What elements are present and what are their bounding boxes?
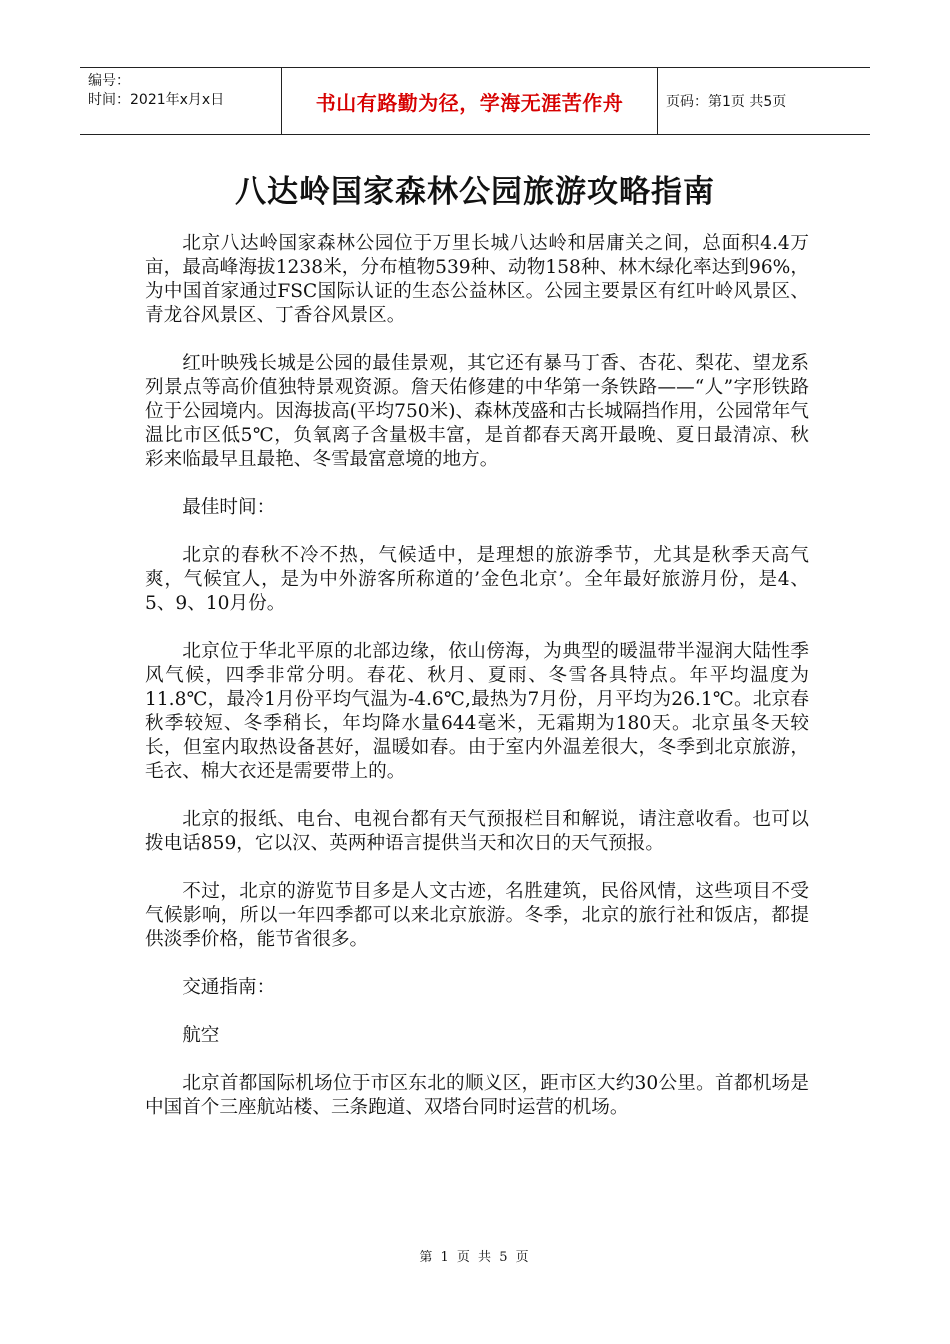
heading-aviation: 航空 [182, 1025, 220, 1046]
document-body [145, 232, 809, 1144]
page-info-text: 页码：第1页 共5页 [666, 94, 787, 110]
paragraph-intro: 北京八达岭国家森林公园位于万里长城八达岭和居庸关之间，总面积4.4万亩，最高峰海拔1238米，分布植物539种、动物158种、林木绿化率达到96%，为中国首家通过FSC国际认证的生态公益林区。公园主要景区有红叶岭风景区、青龙谷风景区、丁香谷风景区。 [145, 233, 809, 326]
paragraph-seasons: 北京的春秋不冷不热，气候适中，是理想的旅游季节，尤其是秋季天高气爽，气候宜人，是为中外游客所称道的’金色北京’。全年最好旅游月份，是4、5、9、10月份。 [145, 545, 809, 614]
paragraph-scenery: 红叶映残长城是公园的最佳景观，其它还有暴马丁香、杏花、梨花、望龙系列景点等高价值独特景观资源。詹天佑修建的中华第一条铁路——“人”字形铁路位于公园境内。因海拔高(平均750米)、森林茂盛和古长城隔挡作用，公园常年气温比市区低5℃，负氧离子含量极丰富，是首都春天离开最晚、夏日最清凉、秋彩来临最早且最艳、冬雪最富意境的地方。 [145, 353, 809, 470]
header-meta-cell [80, 68, 282, 134]
motto-text: 书山有路勤为径，学海无涯苦作舟 [315, 90, 624, 115]
page-footer: 第 1 页 共 5 页 [419, 1250, 531, 1265]
page-info-cell [658, 68, 870, 134]
number-label: 编号： [88, 73, 130, 89]
motto-cell [282, 68, 658, 134]
heading-transport: 交通指南： [182, 977, 276, 998]
paragraph-airport: 北京首都国际机场位于市区东北的顺义区，距市区大约30公里。首都机场是中国首个三座航站楼、三条跑道、双塔台同时运营的机场。 [145, 1073, 809, 1118]
time-label: 时间：2021年x月x日 [88, 92, 225, 108]
heading-best-time: 最佳时间： [182, 497, 276, 518]
paragraph-weather-forecast: 北京的报纸、电台、电视台都有天气预报栏目和解说，请注意收看。也可以拨电话859，它以汉、英两种语言提供当天和次日的天气预报。 [145, 809, 809, 854]
page-title: 八达岭国家森林公园旅游攻略指南 [235, 174, 715, 210]
paragraph-off-season: 不过，北京的游览节目多是人文古迹，名胜建筑，民俗风情，这些项目不受气候影响，所以一年四季都可以来北京旅游。冬季，北京的旅行社和饭店，都提供淡季价格，能节省很多。 [145, 881, 809, 950]
paragraph-climate: 北京位于华北平原的北部边缘，依山傍海，为典型的暖温带半湿润大陆性季风气候，四季非常分明。春花、秋月、夏雨、冬雪各具特点。年平均温度为11.8℃，最冷1月份平均气温为-4.6℃,最热为7月份，月平均为26.1℃。北京春秋季较短、冬季稍长，年均降水量644毫米，无霜期为180天。北京虽冬天较长，但室内取热设备甚好，温暖如春。由于室内外温差很大，冬季到北京旅游，毛衣、棉大衣还是需要带上的。 [145, 641, 809, 782]
header-table [80, 67, 870, 135]
